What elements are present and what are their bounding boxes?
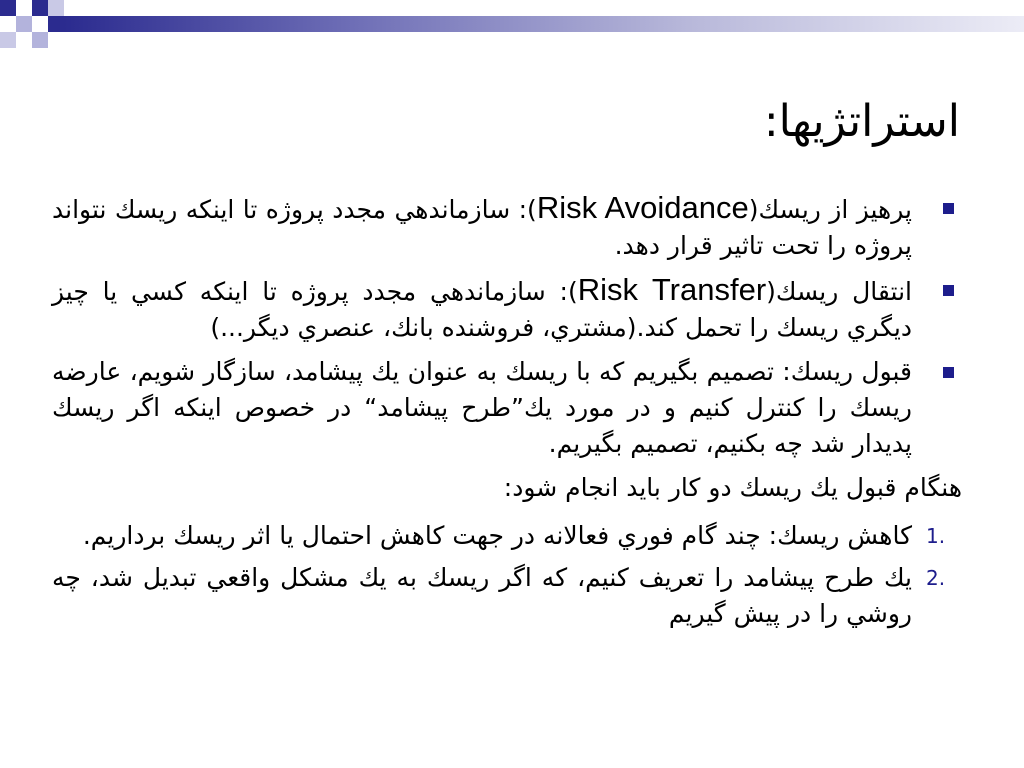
numbered-item-1 [52,518,962,554]
bullet-lead: انتقال ريسك( [766,277,912,306]
bullet-term: Risk Avoidance [536,190,749,225]
slide-title: استراتژيها: [763,96,960,147]
header-gradient-bar [64,16,1024,32]
decor-square [0,0,16,16]
item-number: 2. [926,566,946,590]
numbered-item-2 [52,560,962,632]
decor-square [48,0,64,16]
acceptance-paragraph: هنگام قبول يك ريسك دو كار بايد انجام شود: [503,473,962,502]
decor-square [32,0,48,16]
bullet-term: Risk Transfer [577,272,767,307]
bullet-item-risk-transfer [52,272,962,346]
square-bullet-icon [943,367,954,378]
numbered-text: كاهش ريسك: چند گام فوري فعالانه در جهت كاهش احتمال يا اثر ريسك برداريم. [82,521,912,550]
bullet-lead: پرهيز از ريسك( [748,195,912,224]
slide-body [52,190,962,638]
decor-square [16,16,32,32]
decor-square [0,32,16,48]
item-number: 1. [926,524,946,548]
bullet-sep: ): [559,277,578,306]
bullet-text: سازماندهي مجدد پروژه تا اينكه كسي يا چيز ديگري ريسك را تحمل كند.(مشتري، فروشنده بانك، عنصري ديگر...) [52,277,912,342]
bullet-text: سازماندهي مجدد پروژه تا اينكه ريسك نتواند پروژه را تحت تاثير قرار دهد. [52,195,912,260]
decor-square [32,32,48,48]
bullet-item-risk-acceptance [52,354,962,462]
square-bullet-icon [943,285,954,296]
bullet-item-risk-avoidance [52,190,962,264]
numbered-text: يك طرح پيشامد را تعريف كنيم، كه اگر ريسك به يك مشكل واقعي تبديل شد، چه روشي را در پيش گيريم [52,563,912,628]
square-bullet-icon [943,203,954,214]
bullet-sep: ): [518,195,537,224]
bullet-lead: قبول ريسك: [782,357,912,386]
decor-square [48,16,64,32]
bullet-text: تصميم بگيريم كه با ريسك به عنوان يك پيشامد، سازگار شويم، عارضه ريسك را كنترل كنيم و در مورد يك”طرح پيشامد“ در خصوص اينكه اگر ريسك پديدار شد چه بكنيم، تصميم بگيريم. [52,357,912,458]
